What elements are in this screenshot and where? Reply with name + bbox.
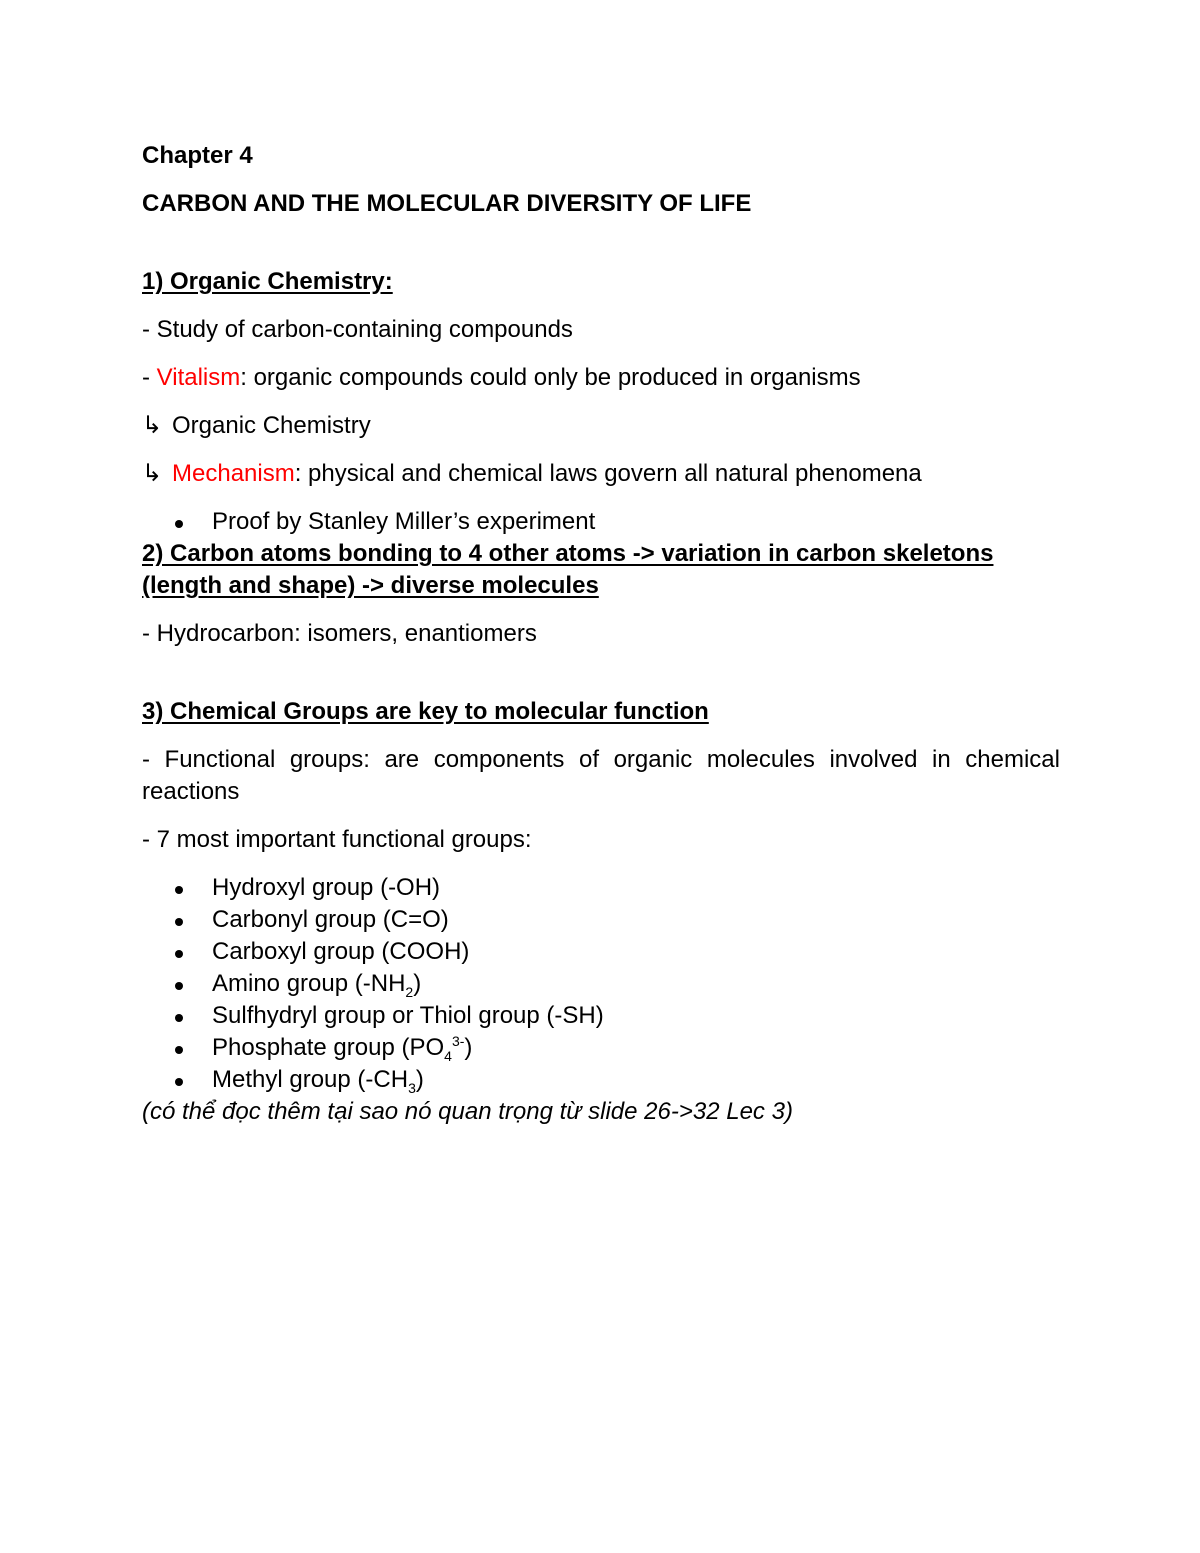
section1-bullet-list <box>142 506 1060 538</box>
functional-groups-list <box>142 872 1060 1096</box>
document-page <box>142 140 1060 1128</box>
phosphate-group <box>212 1033 473 1064</box>
phosphate-superscript: 3- <box>451 1033 465 1049</box>
amino-text: Amino group (-NH <box>212 970 406 997</box>
section1-study-line: - Study of carbon-containing compounds <box>142 316 573 343</box>
phosphate-text: Phosphate group (PO <box>212 1034 445 1061</box>
list-item <box>142 1032 1060 1064</box>
methyl-group <box>212 1066 424 1096</box>
section2-heading: 2) Carbon atoms bonding to 4 other atoms -> variation in carbon skeletons (length and shape) -> diverse molecules <box>142 540 994 599</box>
bullet-icon <box>175 1014 183 1022</box>
methyl-subscript: 3 <box>408 1079 416 1096</box>
arrow-icon: ↳ <box>142 412 163 439</box>
methyl-text: Methyl group (-CH <box>212 1066 409 1093</box>
vitalism-definition: : organic compounds could only be produced in organisms <box>240 364 861 391</box>
bullet-icon <box>175 918 183 926</box>
chapter-label: Chapter 4 <box>142 142 253 169</box>
carbonyl-group: Carbonyl group (C=O) <box>212 906 449 933</box>
mechanism-term: Mechanism <box>172 460 295 487</box>
bullet-icon <box>175 950 183 958</box>
methyl-close: ) <box>415 1066 424 1093</box>
bullet-icon <box>175 1046 183 1054</box>
phosphate-close: ) <box>464 1034 473 1061</box>
list-item <box>142 506 1060 538</box>
bullet-icon <box>175 520 183 528</box>
amino-group <box>212 970 422 1000</box>
section1-arrow-mechanism-line <box>142 458 1060 490</box>
vitalism-prefix: - <box>142 364 157 391</box>
chapter-title: CARBON AND THE MOLECULAR DIVERSITY OF LIFE <box>142 190 752 217</box>
carboxyl-group: Carboxyl group (COOH) <box>212 938 470 965</box>
list-item <box>142 872 1060 904</box>
section1-vitalism-line <box>142 362 1060 394</box>
section3-seven-line: - 7 most important functional groups: <box>142 826 532 853</box>
sulfhydryl-group: Sulfhydryl group or Thiol group (-SH) <box>212 1002 604 1029</box>
list-item <box>142 1000 1060 1032</box>
amino-subscript: 2 <box>405 983 414 1000</box>
arrow-organic-text: Organic Chemistry <box>172 412 371 439</box>
section3-heading: 3) Chemical Groups are key to molecular function <box>142 698 709 725</box>
hydroxyl-group: Hydroxyl group (-OH) <box>212 874 441 901</box>
list-item <box>142 968 1060 1000</box>
mechanism-definition: : physical and chemical laws govern all natural phenomena <box>294 460 922 487</box>
section1-arrow-organic-line <box>142 410 1060 442</box>
arrow-icon: ↳ <box>142 460 163 487</box>
list-item <box>142 936 1060 968</box>
amino-close: ) <box>413 970 422 997</box>
bullet-icon <box>175 1078 183 1086</box>
section3-functional-line: - Functional groups: are components of organic molecules involved in chemical reactions <box>142 746 1060 805</box>
proof-text: Proof by Stanley Miller’s experiment <box>212 508 596 535</box>
phosphate-subscript: 4 <box>444 1047 452 1064</box>
bullet-icon <box>175 886 183 894</box>
bullet-icon <box>175 982 183 990</box>
vitalism-term: Vitalism <box>156 364 241 391</box>
section3-note: (có thể đọc thêm tại sao nó quan trọng từ slide 26->32 Lec 3) <box>142 1098 793 1125</box>
section1-heading: 1) Organic Chemistry: <box>142 268 393 295</box>
list-item <box>142 904 1060 936</box>
list-item <box>142 1064 1060 1096</box>
section2-hydrocarbon-line: - Hydrocarbon: isomers, enantiomers <box>142 620 537 647</box>
